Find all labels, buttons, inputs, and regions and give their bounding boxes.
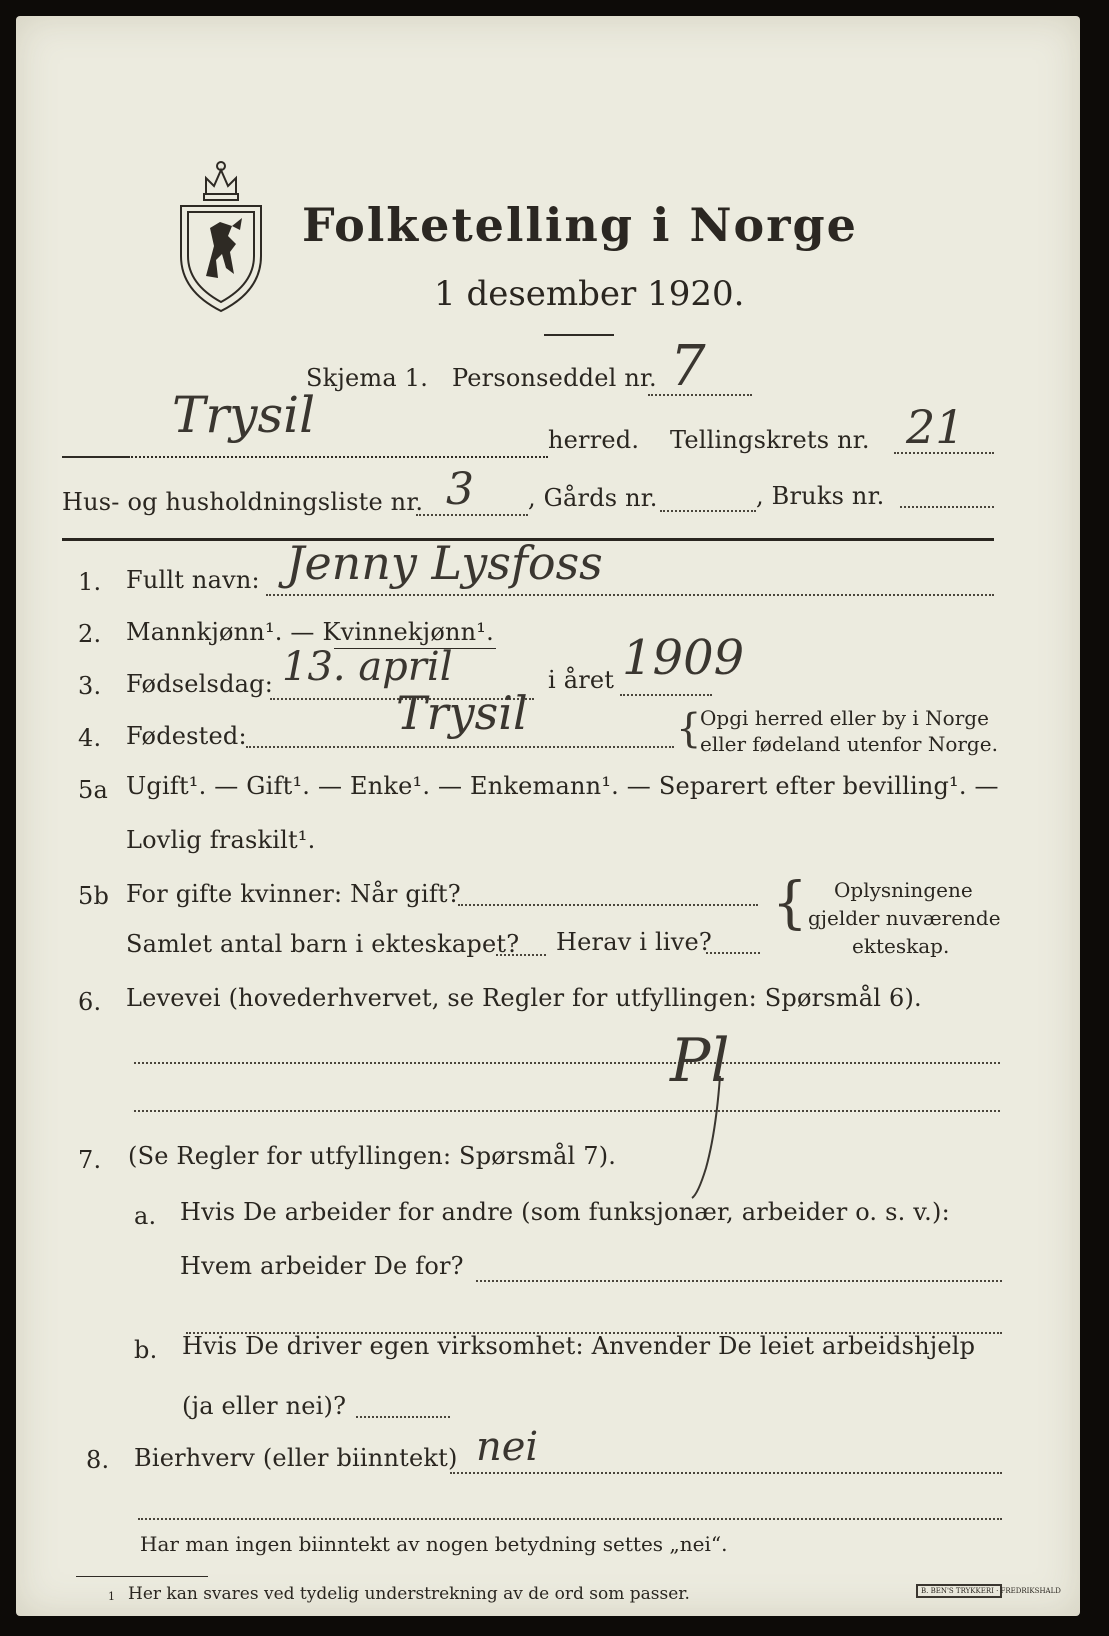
q4-note-2: eller fødeland utenfor Norge. bbox=[700, 732, 998, 756]
bruks-line bbox=[900, 506, 994, 508]
q4-label: Fødested: bbox=[126, 722, 247, 750]
title-divider bbox=[544, 334, 614, 336]
q5b-note-3: ekteskap. bbox=[852, 934, 950, 958]
footnote-mark: 1 bbox=[108, 1590, 115, 1603]
q5b-alive-line bbox=[706, 952, 760, 954]
tellingskrets-value: 21 bbox=[906, 400, 965, 454]
q7a-label-2: Hvem arbeider De for? bbox=[180, 1252, 464, 1280]
census-form bbox=[16, 16, 1080, 1616]
herred-label: herred. bbox=[548, 426, 640, 454]
q4-note-1: Opgi herred eller by i Norge bbox=[700, 706, 989, 730]
q7a-line-1 bbox=[476, 1280, 1002, 1282]
q7a-letter: a. bbox=[134, 1202, 157, 1230]
q5a-label: Ugift¹. — Gift¹. — Enke¹. — Enkemann¹. — Separert efter bevilling¹. — bbox=[126, 772, 999, 800]
q6-value: Pl bbox=[670, 1026, 730, 1096]
personseddel-value: 7 bbox=[670, 334, 706, 399]
q4-brace: { bbox=[676, 706, 702, 752]
q7b-label: Hvis De driver egen virksomhet: Anvender De leiet arbeidshjelp bbox=[182, 1332, 976, 1360]
herred-value: Trysil bbox=[172, 386, 316, 444]
q3-year-label: i året bbox=[548, 666, 615, 694]
q8-label: Bierhverv (eller biinntekt) bbox=[134, 1444, 458, 1472]
gards-label: , Gårds nr. bbox=[528, 484, 658, 512]
q7b-label-2: (ja eller nei)? bbox=[182, 1392, 347, 1420]
q1-value: Jenny Lysfoss bbox=[286, 536, 603, 590]
q4-line bbox=[246, 746, 674, 748]
q7-label: (Se Regler for utfyllingen: Spørsmål 7). bbox=[128, 1142, 617, 1170]
bruks-label: , Bruks nr. bbox=[756, 482, 885, 510]
census-date: 1 desember 1920. bbox=[434, 274, 745, 314]
q6-line-2 bbox=[134, 1110, 1000, 1112]
q2-number: 2. bbox=[78, 620, 102, 648]
q6-line-1 bbox=[134, 1062, 1000, 1064]
q1-line bbox=[266, 594, 994, 596]
q5b-children-line bbox=[496, 954, 546, 956]
q5b-label-2: Samlet antal barn i ekteskapet? bbox=[126, 930, 520, 958]
herred-line bbox=[128, 456, 548, 458]
footer-note: Har man ingen biinntekt av nogen betydning settes „nei“. bbox=[140, 1532, 728, 1556]
personseddel-label: Personseddel nr. bbox=[452, 364, 657, 392]
q5b-married-line bbox=[458, 904, 758, 906]
q3-value: 13. april bbox=[282, 644, 453, 690]
form-title: Folketelling i Norge bbox=[302, 198, 858, 252]
tellingskrets-label: Tellingskrets nr. bbox=[670, 426, 870, 454]
q8-value: nei bbox=[476, 1424, 539, 1470]
q3-number: 3. bbox=[78, 672, 102, 700]
footnote-text: Her kan svares ved tydelig understrekning av de ord som passer. bbox=[128, 1584, 690, 1604]
skjema-label: Skjema 1. bbox=[306, 364, 429, 392]
herred-line-left bbox=[62, 456, 128, 458]
footnote-rule bbox=[76, 1576, 208, 1577]
q3-label: Fødselsdag: bbox=[126, 670, 273, 698]
gards-line bbox=[660, 510, 756, 512]
q4-number: 4. bbox=[78, 724, 102, 752]
q1-number: 1. bbox=[78, 568, 102, 596]
q6-label: Levevei (hovederhvervet, se Regler for utfyllingen: Spørsmål 6). bbox=[126, 984, 922, 1012]
q7b-line bbox=[356, 1416, 450, 1418]
q6-pen-stroke-icon bbox=[680, 1072, 740, 1202]
q8-line-1 bbox=[450, 1472, 1002, 1474]
q4-value: Trysil bbox=[396, 686, 528, 740]
q5b-note-2: gjelder nuværende bbox=[808, 906, 1001, 930]
q3-year-line bbox=[620, 694, 712, 696]
q5a-number: 5a bbox=[78, 776, 108, 804]
q3-year-value: 1909 bbox=[622, 630, 745, 686]
printer-stamp: B. BEN'S TRYKKERI · FREDRIKSHALD bbox=[916, 1584, 1002, 1598]
q5b-note-1: Oplysningene bbox=[834, 878, 973, 902]
coat-of-arms-icon bbox=[176, 156, 266, 316]
q7a-label: Hvis De arbeider for andre (som funksjonær, arbeider o. s. v.): bbox=[180, 1198, 950, 1226]
q5b-herav: Herav i live? bbox=[556, 928, 712, 956]
hus-value: 3 bbox=[446, 464, 474, 515]
q2-label: Mannkjønn¹. — Kvinnekjønn¹. bbox=[126, 618, 494, 646]
q5b-number: 5b bbox=[78, 882, 110, 910]
q7b-letter: b. bbox=[134, 1336, 158, 1364]
q8-number: 8. bbox=[86, 1446, 110, 1474]
q7-number: 7. bbox=[78, 1146, 102, 1174]
q6-number: 6. bbox=[78, 988, 102, 1016]
q5a-label-2: Lovlig fraskilt¹. bbox=[126, 826, 316, 854]
q1-label: Fullt navn: bbox=[126, 566, 260, 594]
q8-line-2 bbox=[138, 1518, 1002, 1520]
hus-label: Hus- og husholdningsliste nr. bbox=[62, 488, 424, 516]
q5b-brace: { bbox=[772, 871, 808, 936]
q5b-label: For gifte kvinner: Når gift? bbox=[126, 880, 461, 908]
